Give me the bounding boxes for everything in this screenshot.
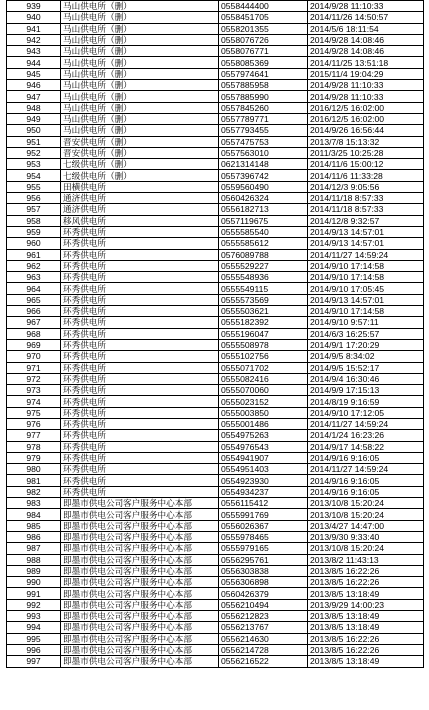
account-number-cell: 0556214728 bbox=[219, 644, 308, 655]
timestamp-cell: 2013/10/8 15:20:24 bbox=[308, 498, 424, 509]
table-row bbox=[7, 23, 424, 34]
station-name-cell: 马山供电所（删） bbox=[61, 80, 219, 91]
timestamp-cell: 2013/9/30 9:33:40 bbox=[308, 531, 424, 542]
station-name-cell: 即墨市供电公司客户服务中心本部 bbox=[61, 633, 219, 644]
timestamp-cell: 2014/11/6 11:33:28 bbox=[308, 170, 424, 181]
row-number-cell: 971 bbox=[7, 362, 61, 373]
station-name-cell: 马山供电所（删） bbox=[61, 23, 219, 34]
timestamp-cell: 2014/9/28 11:10:33 bbox=[308, 80, 424, 91]
table-row bbox=[7, 57, 424, 68]
timestamp-cell: 2014/12/3 9:05:56 bbox=[308, 181, 424, 192]
row-number-cell: 957 bbox=[7, 204, 61, 215]
table-row bbox=[7, 193, 424, 204]
station-name-cell: 即墨市供电公司客户服务中心本部 bbox=[61, 588, 219, 599]
table-row bbox=[7, 475, 424, 486]
account-number-cell: 0556026367 bbox=[219, 520, 308, 531]
station-name-cell: 环秀供电所 bbox=[61, 351, 219, 362]
account-number-cell: 0555991769 bbox=[219, 509, 308, 520]
table-row bbox=[7, 385, 424, 396]
station-name-cell: 晋安供电所（删） bbox=[61, 147, 219, 158]
timestamp-cell: 2016/12/5 16:02:00 bbox=[308, 102, 424, 113]
table-row bbox=[7, 125, 424, 136]
table-row bbox=[7, 418, 424, 429]
table-row bbox=[7, 181, 424, 192]
account-number-cell: 0559560490 bbox=[219, 181, 308, 192]
table-row bbox=[7, 644, 424, 655]
row-number-cell: 983 bbox=[7, 498, 61, 509]
account-number-cell: 0555979165 bbox=[219, 543, 308, 554]
account-number-cell: 0557793455 bbox=[219, 125, 308, 136]
row-number-cell: 941 bbox=[7, 23, 61, 34]
account-number-cell: 0556213767 bbox=[219, 622, 308, 633]
table-row bbox=[7, 486, 424, 497]
row-number-cell: 946 bbox=[7, 80, 61, 91]
table-row bbox=[7, 294, 424, 305]
timestamp-cell: 2014/11/27 14:59:24 bbox=[308, 464, 424, 475]
account-number-cell: 0558444400 bbox=[219, 1, 308, 12]
row-number-cell: 974 bbox=[7, 396, 61, 407]
account-number-cell: 0555585612 bbox=[219, 238, 308, 249]
account-number-cell: 0621314148 bbox=[219, 159, 308, 170]
table-row bbox=[7, 91, 424, 102]
table-row bbox=[7, 509, 424, 520]
station-name-cell: 环秀供电所 bbox=[61, 249, 219, 260]
station-name-cell: 环秀供电所 bbox=[61, 306, 219, 317]
station-name-cell: 环秀供电所 bbox=[61, 464, 219, 475]
account-number-cell: 0554923930 bbox=[219, 475, 308, 486]
station-name-cell: 环秀供电所 bbox=[61, 339, 219, 350]
station-name-cell: 七级供电所（删） bbox=[61, 159, 219, 170]
row-number-cell: 939 bbox=[7, 1, 61, 12]
row-number-cell: 991 bbox=[7, 588, 61, 599]
account-number-cell: 0555102756 bbox=[219, 351, 308, 362]
account-number-cell: 0556115412 bbox=[219, 498, 308, 509]
account-number-cell: 0555548936 bbox=[219, 272, 308, 283]
account-number-cell: 0554941907 bbox=[219, 452, 308, 463]
account-number-cell: 0557789771 bbox=[219, 113, 308, 124]
data-table bbox=[6, 0, 424, 668]
row-number-cell: 973 bbox=[7, 385, 61, 396]
row-number-cell: 994 bbox=[7, 622, 61, 633]
timestamp-cell: 2013/4/27 14:47:00 bbox=[308, 520, 424, 531]
account-number-cell: 0556214630 bbox=[219, 633, 308, 644]
station-name-cell: 环秀供电所 bbox=[61, 294, 219, 305]
account-number-cell: 0558076771 bbox=[219, 46, 308, 57]
timestamp-cell: 2013/9/29 14:00:23 bbox=[308, 599, 424, 610]
station-name-cell: 环秀供电所 bbox=[61, 283, 219, 294]
station-name-cell: 移风供电所 bbox=[61, 215, 219, 226]
table-row bbox=[7, 317, 424, 328]
table-row bbox=[7, 260, 424, 271]
station-name-cell: 即墨市供电公司客户服务中心本部 bbox=[61, 565, 219, 576]
timestamp-cell: 2013/8/5 13:18:49 bbox=[308, 622, 424, 633]
account-number-cell: 0555082416 bbox=[219, 373, 308, 384]
row-number-cell: 966 bbox=[7, 306, 61, 317]
table-row bbox=[7, 159, 424, 170]
row-number-cell: 958 bbox=[7, 215, 61, 226]
timestamp-cell: 2014/9/5 15:52:17 bbox=[308, 362, 424, 373]
account-number-cell: 0558201355 bbox=[219, 23, 308, 34]
station-name-cell: 环秀供电所 bbox=[61, 452, 219, 463]
account-number-cell: 0558076726 bbox=[219, 34, 308, 45]
row-number-cell: 943 bbox=[7, 46, 61, 57]
station-name-cell: 马山供电所（删） bbox=[61, 68, 219, 79]
timestamp-cell: 2014/11/25 13:51:18 bbox=[308, 57, 424, 68]
table-row bbox=[7, 577, 424, 588]
row-number-cell: 995 bbox=[7, 633, 61, 644]
account-number-cell: 0556212823 bbox=[219, 611, 308, 622]
timestamp-cell: 2014/11/18 8:57:33 bbox=[308, 193, 424, 204]
account-number-cell: 0555503621 bbox=[219, 306, 308, 317]
station-name-cell: 即墨市供电公司客户服务中心本部 bbox=[61, 509, 219, 520]
timestamp-cell: 2013/8/5 16:22:26 bbox=[308, 633, 424, 644]
account-number-cell: 0554975263 bbox=[219, 430, 308, 441]
table-row bbox=[7, 543, 424, 554]
row-number-cell: 986 bbox=[7, 531, 61, 542]
station-name-cell: 环秀供电所 bbox=[61, 226, 219, 237]
timestamp-cell: 2014/6/3 16:25:57 bbox=[308, 328, 424, 339]
account-number-cell: 0555003850 bbox=[219, 407, 308, 418]
station-name-cell: 马山供电所（删） bbox=[61, 34, 219, 45]
table-row bbox=[7, 34, 424, 45]
timestamp-cell: 2013/8/5 13:18:49 bbox=[308, 588, 424, 599]
row-number-cell: 952 bbox=[7, 147, 61, 158]
table-row bbox=[7, 170, 424, 181]
table-row bbox=[7, 283, 424, 294]
timestamp-cell: 2013/10/8 15:20:24 bbox=[308, 543, 424, 554]
table-row bbox=[7, 407, 424, 418]
account-number-cell: 0555529227 bbox=[219, 260, 308, 271]
timestamp-cell: 2013/8/5 16:22:26 bbox=[308, 644, 424, 655]
account-number-cell: 0554976543 bbox=[219, 441, 308, 452]
timestamp-cell: 2014/9/16 9:16:05 bbox=[308, 486, 424, 497]
station-name-cell: 即墨市供电公司客户服务中心本部 bbox=[61, 644, 219, 655]
row-number-cell: 967 bbox=[7, 317, 61, 328]
station-name-cell: 马山供电所（删） bbox=[61, 91, 219, 102]
table-row bbox=[7, 306, 424, 317]
account-number-cell: 0557563010 bbox=[219, 147, 308, 158]
station-name-cell: 晋安供电所（删） bbox=[61, 136, 219, 147]
station-name-cell: 即墨市供电公司客户服务中心本部 bbox=[61, 577, 219, 588]
row-number-cell: 954 bbox=[7, 170, 61, 181]
table-row bbox=[7, 328, 424, 339]
account-number-cell: 0555508978 bbox=[219, 339, 308, 350]
table-row bbox=[7, 136, 424, 147]
station-name-cell: 即墨市供电公司客户服务中心本部 bbox=[61, 599, 219, 610]
row-number-cell: 944 bbox=[7, 57, 61, 68]
row-number-cell: 968 bbox=[7, 328, 61, 339]
table-row bbox=[7, 226, 424, 237]
account-number-cell: 0560426379 bbox=[219, 588, 308, 599]
timestamp-cell: 2014/12/8 9:32:57 bbox=[308, 215, 424, 226]
station-name-cell: 环秀供电所 bbox=[61, 441, 219, 452]
station-name-cell: 马山供电所（删） bbox=[61, 125, 219, 136]
station-name-cell: 环秀供电所 bbox=[61, 385, 219, 396]
timestamp-cell: 2014/1/24 16:23:26 bbox=[308, 430, 424, 441]
row-number-cell: 950 bbox=[7, 125, 61, 136]
timestamp-cell: 2013/8/5 13:18:49 bbox=[308, 611, 424, 622]
table-row bbox=[7, 498, 424, 509]
station-name-cell: 即墨市供电公司客户服务中心本部 bbox=[61, 611, 219, 622]
row-number-cell: 964 bbox=[7, 283, 61, 294]
station-name-cell: 环秀供电所 bbox=[61, 396, 219, 407]
timestamp-cell: 2014/9/16 9:16:05 bbox=[308, 475, 424, 486]
station-name-cell: 环秀供电所 bbox=[61, 317, 219, 328]
timestamp-cell: 2014/9/16 9:16:05 bbox=[308, 452, 424, 463]
row-number-cell: 981 bbox=[7, 475, 61, 486]
station-name-cell: 环秀供电所 bbox=[61, 430, 219, 441]
row-number-cell: 990 bbox=[7, 577, 61, 588]
account-number-cell: 0556182713 bbox=[219, 204, 308, 215]
table-row bbox=[7, 633, 424, 644]
row-number-cell: 969 bbox=[7, 339, 61, 350]
account-number-cell: 0558451705 bbox=[219, 12, 308, 23]
account-number-cell: 0556303838 bbox=[219, 565, 308, 576]
station-name-cell: 环秀供电所 bbox=[61, 362, 219, 373]
station-name-cell: 环秀供电所 bbox=[61, 272, 219, 283]
timestamp-cell: 2014/9/17 14:58:22 bbox=[308, 441, 424, 452]
row-number-cell: 947 bbox=[7, 91, 61, 102]
account-number-cell: 0555978465 bbox=[219, 531, 308, 542]
timestamp-cell: 2014/5/6 18:11:54 bbox=[308, 23, 424, 34]
table-row bbox=[7, 373, 424, 384]
timestamp-cell: 2014/9/4 16:30:46 bbox=[308, 373, 424, 384]
row-number-cell: 961 bbox=[7, 249, 61, 260]
timestamp-cell: 2013/8/5 13:18:49 bbox=[308, 656, 424, 667]
row-number-cell: 988 bbox=[7, 554, 61, 565]
row-number-cell: 948 bbox=[7, 102, 61, 113]
account-number-cell: 0555001486 bbox=[219, 418, 308, 429]
row-number-cell: 977 bbox=[7, 430, 61, 441]
account-number-cell: 0560426324 bbox=[219, 193, 308, 204]
account-number-cell: 0555585540 bbox=[219, 226, 308, 237]
timestamp-cell: 2014/9/1 17:20:29 bbox=[308, 339, 424, 350]
station-name-cell: 即墨市供电公司客户服务中心本部 bbox=[61, 554, 219, 565]
timestamp-cell: 2014/9/13 14:57:01 bbox=[308, 226, 424, 237]
account-number-cell: 0557974641 bbox=[219, 68, 308, 79]
table-row bbox=[7, 362, 424, 373]
account-number-cell: 0558085369 bbox=[219, 57, 308, 68]
row-number-cell: 997 bbox=[7, 656, 61, 667]
account-number-cell: 0557396742 bbox=[219, 170, 308, 181]
account-number-cell: 0554934237 bbox=[219, 486, 308, 497]
table-row bbox=[7, 452, 424, 463]
timestamp-cell: 2014/11/27 14:59:24 bbox=[308, 249, 424, 260]
table-row bbox=[7, 611, 424, 622]
timestamp-cell: 2013/7/8 15:13:32 bbox=[308, 136, 424, 147]
station-name-cell: 即墨市供电公司客户服务中心本部 bbox=[61, 498, 219, 509]
row-number-cell: 970 bbox=[7, 351, 61, 362]
row-number-cell: 978 bbox=[7, 441, 61, 452]
table-row bbox=[7, 339, 424, 350]
timestamp-cell: 2014/9/10 17:05:45 bbox=[308, 283, 424, 294]
table-row bbox=[7, 12, 424, 23]
table-row bbox=[7, 113, 424, 124]
timestamp-cell: 2016/12/5 16:02:00 bbox=[308, 113, 424, 124]
station-name-cell: 环秀供电所 bbox=[61, 418, 219, 429]
row-number-cell: 965 bbox=[7, 294, 61, 305]
table-row bbox=[7, 599, 424, 610]
station-name-cell: 环秀供电所 bbox=[61, 238, 219, 249]
timestamp-cell: 2014/9/13 14:57:01 bbox=[308, 238, 424, 249]
table-row bbox=[7, 588, 424, 599]
table-row bbox=[7, 46, 424, 57]
row-number-cell: 984 bbox=[7, 509, 61, 520]
row-number-cell: 960 bbox=[7, 238, 61, 249]
station-name-cell: 马山供电所（删） bbox=[61, 12, 219, 23]
table-row bbox=[7, 102, 424, 113]
table-row bbox=[7, 656, 424, 667]
row-number-cell: 982 bbox=[7, 486, 61, 497]
row-number-cell: 987 bbox=[7, 543, 61, 554]
timestamp-cell: 2014/11/6 15:00:12 bbox=[308, 159, 424, 170]
timestamp-cell: 2014/9/10 17:12:05 bbox=[308, 407, 424, 418]
account-number-cell: 0555196047 bbox=[219, 328, 308, 339]
account-number-cell: 0555023152 bbox=[219, 396, 308, 407]
account-number-cell: 0556295761 bbox=[219, 554, 308, 565]
timestamp-cell: 2014/9/10 17:14:58 bbox=[308, 306, 424, 317]
row-number-cell: 996 bbox=[7, 644, 61, 655]
station-name-cell: 环秀供电所 bbox=[61, 260, 219, 271]
account-number-cell: 0557885958 bbox=[219, 80, 308, 91]
row-number-cell: 992 bbox=[7, 599, 61, 610]
timestamp-cell: 2014/9/28 11:10:33 bbox=[308, 91, 424, 102]
row-number-cell: 989 bbox=[7, 565, 61, 576]
table-row bbox=[7, 351, 424, 362]
row-number-cell: 949 bbox=[7, 113, 61, 124]
row-number-cell: 980 bbox=[7, 464, 61, 475]
timestamp-cell: 2013/8/2 11:43:13 bbox=[308, 554, 424, 565]
row-number-cell: 942 bbox=[7, 34, 61, 45]
station-name-cell: 即墨市供电公司客户服务中心本部 bbox=[61, 531, 219, 542]
station-name-cell: 即墨市供电公司客户服务中心本部 bbox=[61, 543, 219, 554]
timestamp-cell: 2014/9/5 8:34:02 bbox=[308, 351, 424, 362]
table-row bbox=[7, 531, 424, 542]
timestamp-cell: 2014/11/26 14:50:57 bbox=[308, 12, 424, 23]
account-number-cell: 0557475753 bbox=[219, 136, 308, 147]
station-name-cell: 环秀供电所 bbox=[61, 486, 219, 497]
table-row bbox=[7, 396, 424, 407]
table-row bbox=[7, 1, 424, 12]
account-number-cell: 0557885990 bbox=[219, 91, 308, 102]
station-name-cell: 环秀供电所 bbox=[61, 328, 219, 339]
table-row bbox=[7, 464, 424, 475]
row-number-cell: 975 bbox=[7, 407, 61, 418]
timestamp-cell: 2013/8/5 16:22:26 bbox=[308, 565, 424, 576]
table-row bbox=[7, 622, 424, 633]
account-number-cell: 0555182392 bbox=[219, 317, 308, 328]
row-number-cell: 979 bbox=[7, 452, 61, 463]
account-number-cell: 0576089788 bbox=[219, 249, 308, 260]
account-number-cell: 0555549115 bbox=[219, 283, 308, 294]
row-number-cell: 956 bbox=[7, 193, 61, 204]
table-row bbox=[7, 215, 424, 226]
station-name-cell: 马山供电所（删） bbox=[61, 57, 219, 68]
account-number-cell: 0557845260 bbox=[219, 102, 308, 113]
timestamp-cell: 2014/9/10 17:14:58 bbox=[308, 272, 424, 283]
account-number-cell: 0555070060 bbox=[219, 385, 308, 396]
station-name-cell: 环秀供电所 bbox=[61, 407, 219, 418]
timestamp-cell: 2014/9/26 16:56:44 bbox=[308, 125, 424, 136]
table-row bbox=[7, 554, 424, 565]
table-row bbox=[7, 204, 424, 215]
timestamp-cell: 2014/9/9 17:15:13 bbox=[308, 385, 424, 396]
table-row bbox=[7, 68, 424, 79]
account-number-cell: 0555071702 bbox=[219, 362, 308, 373]
timestamp-cell: 2014/9/28 14:08:46 bbox=[308, 34, 424, 45]
row-number-cell: 945 bbox=[7, 68, 61, 79]
row-number-cell: 951 bbox=[7, 136, 61, 147]
table-row bbox=[7, 272, 424, 283]
table-row bbox=[7, 238, 424, 249]
table-row bbox=[7, 80, 424, 91]
station-name-cell: 即墨市供电公司客户服务中心本部 bbox=[61, 622, 219, 633]
timestamp-cell: 2014/9/10 17:14:58 bbox=[308, 260, 424, 271]
table-body bbox=[7, 1, 424, 668]
timestamp-cell: 2014/11/27 14:59:24 bbox=[308, 418, 424, 429]
station-name-cell: 马山供电所（删） bbox=[61, 102, 219, 113]
station-name-cell: 七级供电所（删） bbox=[61, 170, 219, 181]
timestamp-cell: 2014/8/19 9:16:59 bbox=[308, 396, 424, 407]
row-number-cell: 972 bbox=[7, 373, 61, 384]
timestamp-cell: 2015/11/4 19:04:29 bbox=[308, 68, 424, 79]
station-name-cell: 即墨市供电公司客户服务中心本部 bbox=[61, 520, 219, 531]
table-row bbox=[7, 520, 424, 531]
station-name-cell: 环秀供电所 bbox=[61, 475, 219, 486]
row-number-cell: 959 bbox=[7, 226, 61, 237]
account-number-cell: 0557119675 bbox=[219, 215, 308, 226]
station-name-cell: 马山供电所（删） bbox=[61, 1, 219, 12]
row-number-cell: 963 bbox=[7, 272, 61, 283]
table-row bbox=[7, 147, 424, 158]
station-name-cell: 田横供电所 bbox=[61, 181, 219, 192]
row-number-cell: 962 bbox=[7, 260, 61, 271]
station-name-cell: 通济供电所 bbox=[61, 193, 219, 204]
timestamp-cell: 2014/9/28 14:08:46 bbox=[308, 46, 424, 57]
timestamp-cell: 2013/10/8 15:20:24 bbox=[308, 509, 424, 520]
table-row bbox=[7, 441, 424, 452]
timestamp-cell: 2011/3/25 10:25:28 bbox=[308, 147, 424, 158]
table-row bbox=[7, 430, 424, 441]
station-name-cell: 马山供电所（删） bbox=[61, 46, 219, 57]
timestamp-cell: 2014/9/13 14:57:01 bbox=[308, 294, 424, 305]
station-name-cell: 环秀供电所 bbox=[61, 373, 219, 384]
station-name-cell: 即墨市供电公司客户服务中心本部 bbox=[61, 656, 219, 667]
table-row bbox=[7, 565, 424, 576]
row-number-cell: 955 bbox=[7, 181, 61, 192]
table-row bbox=[7, 249, 424, 260]
row-number-cell: 953 bbox=[7, 159, 61, 170]
timestamp-cell: 2013/8/5 16:22:26 bbox=[308, 577, 424, 588]
row-number-cell: 985 bbox=[7, 520, 61, 531]
account-number-cell: 0556216522 bbox=[219, 656, 308, 667]
account-number-cell: 0556210494 bbox=[219, 599, 308, 610]
account-number-cell: 0554951403 bbox=[219, 464, 308, 475]
row-number-cell: 976 bbox=[7, 418, 61, 429]
account-number-cell: 0556306898 bbox=[219, 577, 308, 588]
station-name-cell: 通济供电所 bbox=[61, 204, 219, 215]
station-name-cell: 马山供电所（删） bbox=[61, 113, 219, 124]
timestamp-cell: 2014/9/10 9:57:11 bbox=[308, 317, 424, 328]
row-number-cell: 993 bbox=[7, 611, 61, 622]
timestamp-cell: 2014/9/28 11:10:33 bbox=[308, 1, 424, 12]
timestamp-cell: 2014/11/18 8:57:33 bbox=[308, 204, 424, 215]
account-number-cell: 0555573569 bbox=[219, 294, 308, 305]
row-number-cell: 940 bbox=[7, 12, 61, 23]
